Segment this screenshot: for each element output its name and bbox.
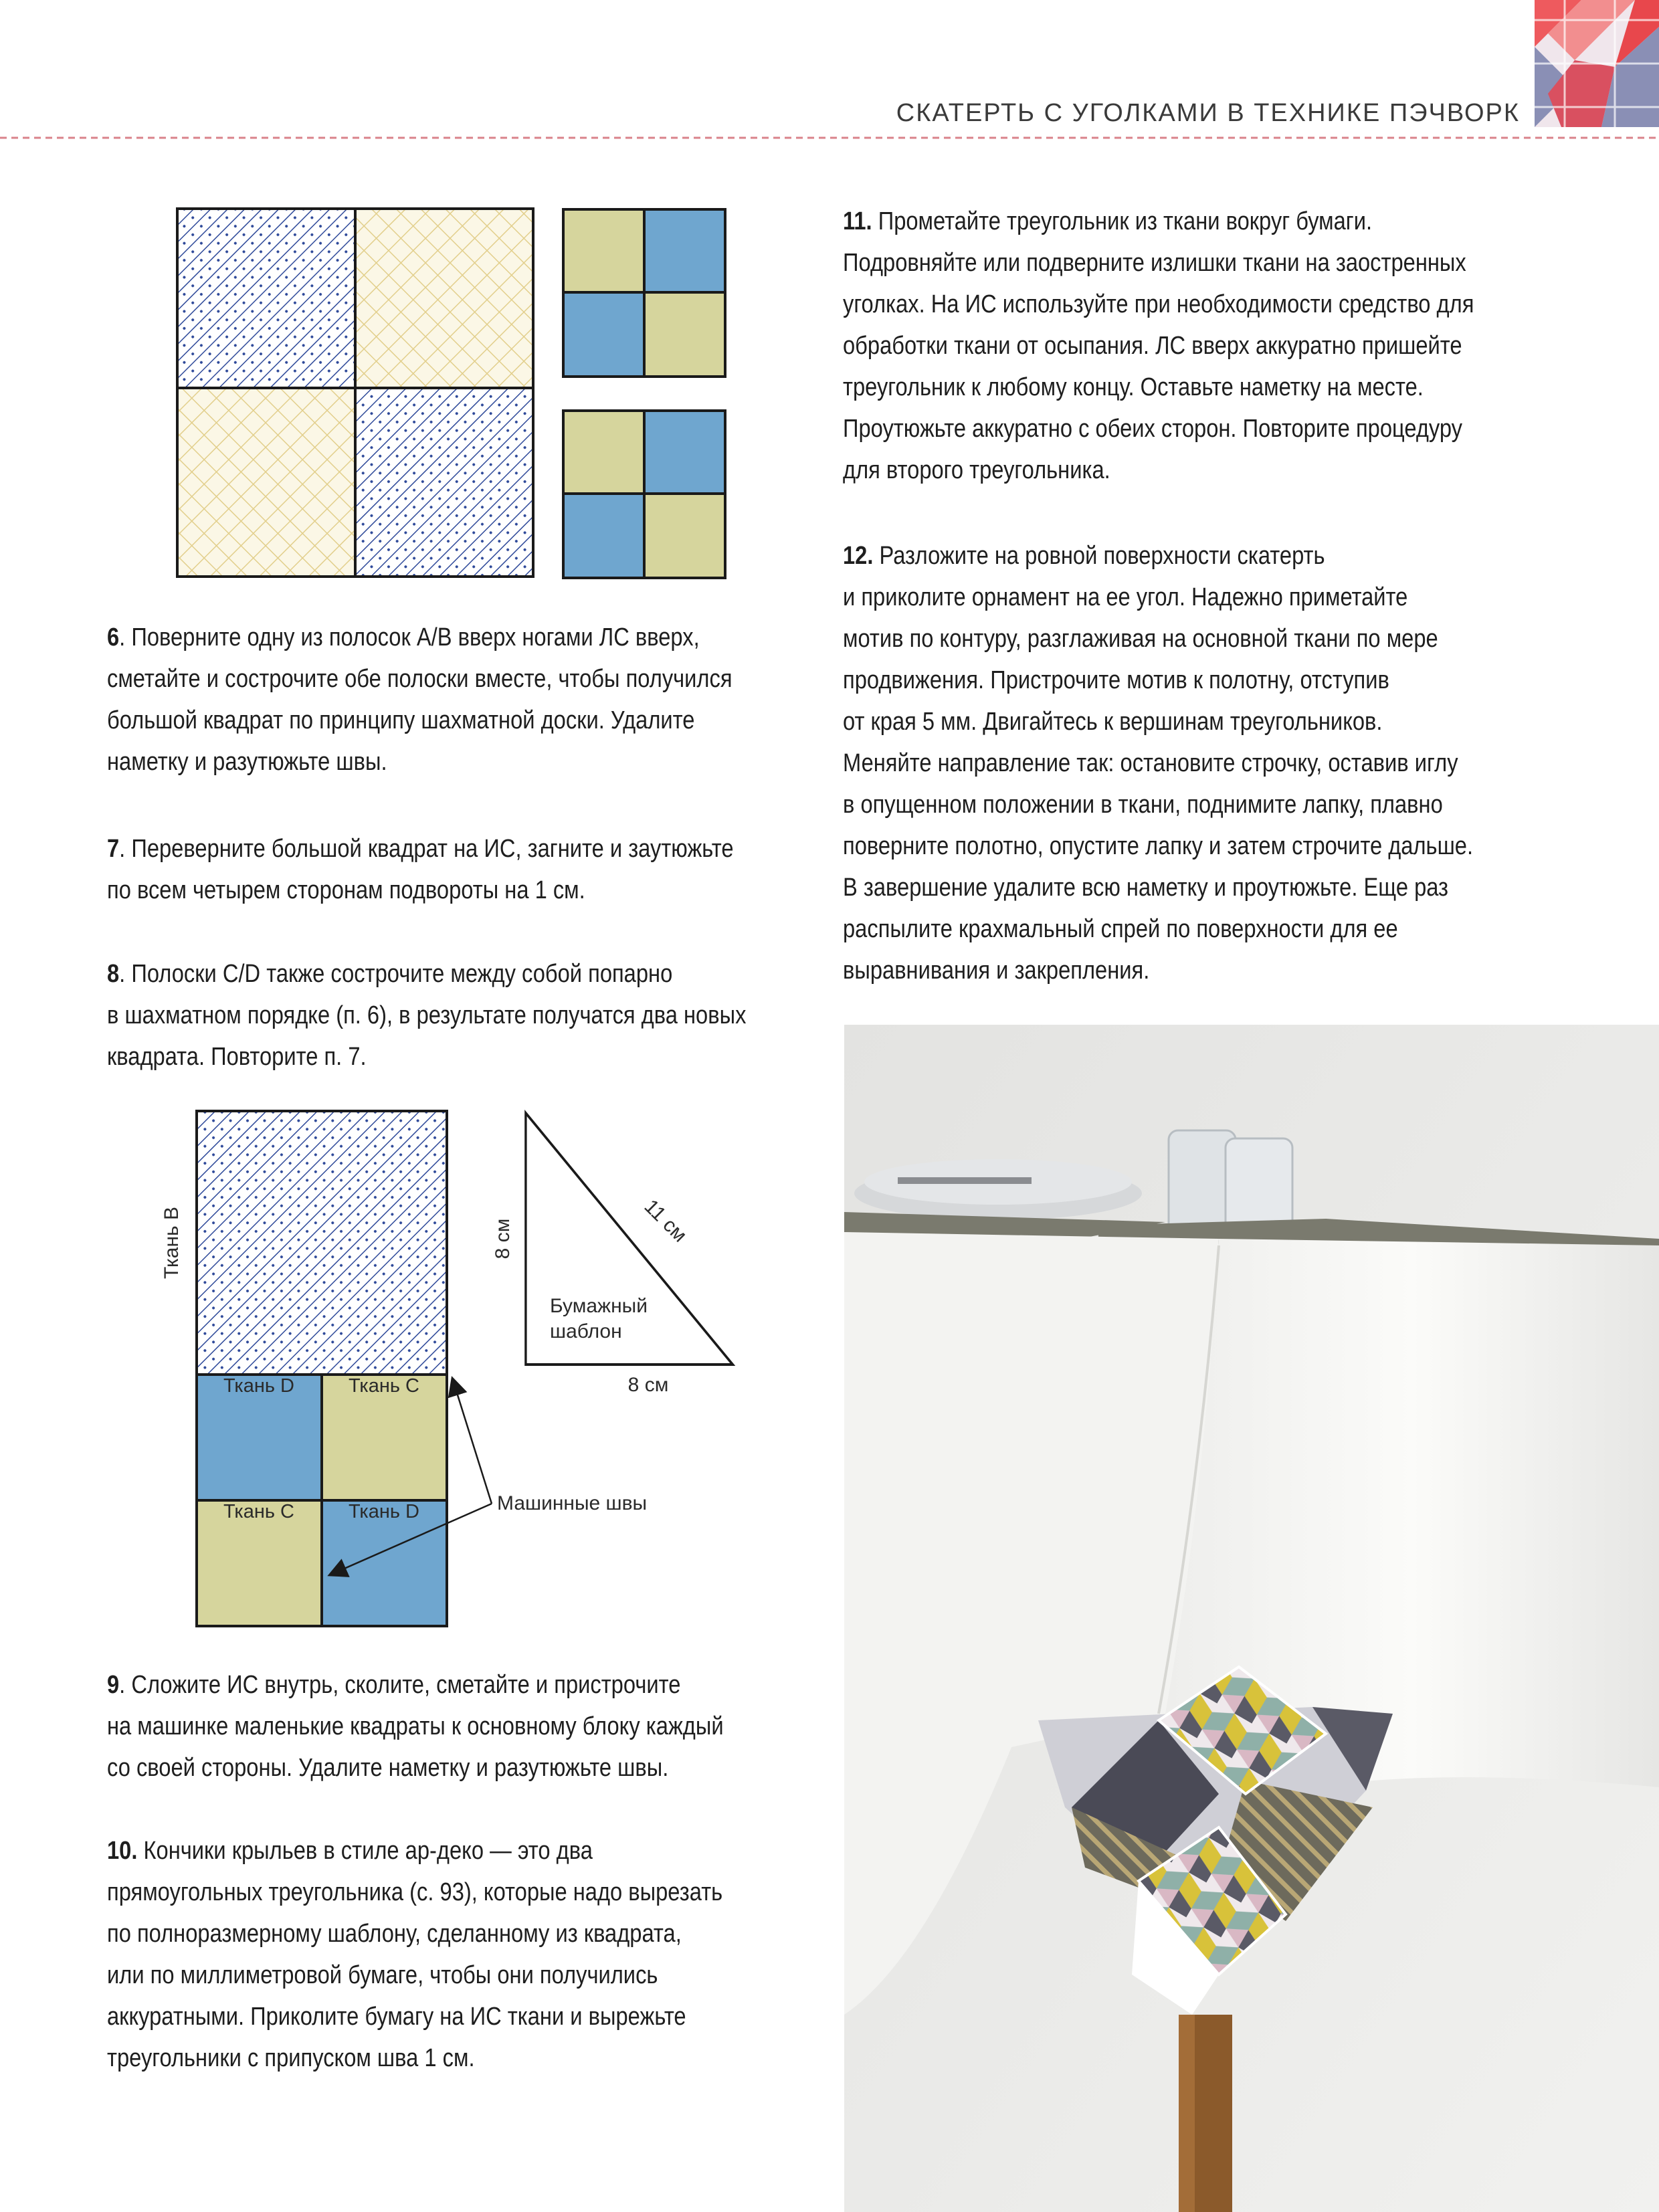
hypotenuse-label: 11 см [640,1195,691,1247]
step-text: Поверните одну из полосок A/B вверх ногами ЛС вверх, сметайте и сострочите обе полоски вместе, чтобы получился большой квадрат по принципу шахматной доски. Удалите наметку и разутюжьте швы. [107,623,733,776]
step-text: Полоски C/D также сострочите между собой попарно в шахматном порядке (п. 6), в результате получатся два новых квадрата. Повторите п. 7. [107,960,747,1071]
step-8: 8. Полоски C/D также сострочите между собой попарно в шахматном порядке (п. 6), в результате получатся два новых квадрата. Повторите п. 7. [107,960,747,1071]
big-square-cell-d [355,388,533,577]
step-number: 12. [843,542,874,570]
step-text: Разложите на ровной поверхности скатерть и приколите орнамент на ее угол. Надежно приметайте мотив по контуру, разглаживая на основной ткани по мере продвижения. Пристрочите мотив к полотну, отступив от края 5 мм. Двигайтесь к вершинам треугольников. Меняйте направление так: остановите строчку, оставив иглу в опущенном положении в ткани, поднимите лапку, плавно поверните полотно, опустите лапку и затем строчите дальше. В завершение удалите всю наметку и проутюжьте. Еще раз распылите крахмальный спрей по поверхности для ее выравнивания и закрепления. [843,542,1474,985]
seam-arrow-1 [452,1378,492,1504]
step-12 [843,535,1527,991]
leg-horizontal-label: 8 см [627,1374,669,1396]
step-11 [843,201,1527,491]
big-square-cell-c [177,388,355,577]
step-text: Сложите ИС внутрь, сколите, сметайте и пристрочите на машинке маленькие квадраты к основному блоку каждый со своей стороны. Удалите наметку и разутюжьте швы. [107,1671,724,1782]
step-number: 11. [843,207,872,235]
step-number: 6 [107,623,120,651]
cell-label: Ткань D [223,1375,295,1397]
big-square-cell-b [355,209,533,388]
step-number: 7 [107,835,120,863]
step-number: 8 [107,960,120,988]
corner-fabric-swatch [1535,0,1659,127]
checkerboard-block-diagram [167,201,736,582]
step-6: 6. Поверните одну из полосок A/B вверх ногами ЛС вверх, сметайте и сострочите обе полоски вместе, чтобы получился большой квадрат по принципу шахматной доски. Удалите наметку и разутюжьте швы. [107,623,733,776]
tablecloth-photo [844,1025,1659,2212]
step-text: Прометайте треугольник из ткани вокруг бумаги. Подровняйте или подверните излишки ткани на заостренных уголках. На ИС используйте при необходимости средство для обработки ткани от осыпания. ЛС вверх аккуратно пришейте треугольник к любому концу. Оставьте наметку на месте. Проутюжьте аккуратно с обеих сторон. Повторите процедуру для второго треугольника. [843,207,1474,484]
template-label-2: шаблон [550,1320,622,1342]
small-block-bottom [563,411,725,578]
step-number: 10. [107,1837,138,1865]
cell-label: Ткань C [348,1375,420,1397]
small-block-top [563,209,725,377]
step-9: 9. Сложите ИС внутрь, сколите, сметайте и пристрочите на машинке маленькие квадраты к основному блоку каждый со своей стороны. Удалите наметку и разутюжьте швы. [107,1671,724,1782]
cell-label: Ткань C [223,1501,295,1522]
step-number: 9 [107,1671,120,1699]
step-7: 7. Переверните большой квадрат на ИС, загните и заутюжьте по всем четырем сторонам подвороты на 1 см. [107,835,734,904]
template-label-1: Бумажный [550,1295,648,1317]
step-text: Переверните большой квадрат на ИС, загните и заутюжьте по всем четырем сторонам подвороты на 1 см. [107,835,734,904]
header-dashed-rule [0,136,1659,139]
leg-vertical-label: 8 см [492,1218,514,1260]
running-title: СКАТЕРТЬ С УГОЛКАМИ В ТЕХНИКЕ ПЭЧВОРК [896,99,1520,127]
machine-seams-label: Машинные швы [497,1492,648,1514]
step-text: Кончики крыльев в стиле ар-деко — это два прямоугольных треугольника (с. 93), которые надо вырезать по полноразмерному шаблону, сделанному из квадрата, или по миллиметровой бумаге, чтобы они получились аккуратными. Приколите бумагу на ИС ткани и вырежьте треугольники с припуском шва 1 см. [107,1837,723,2072]
fabric-b-area [197,1111,447,1375]
fabric-b-label: Ткань В [161,1206,183,1280]
step-10 [107,1830,757,2079]
cell-label: Ткань D [348,1501,420,1522]
fabric-strip-template-diagram [154,1104,691,1632]
big-square-cell-a [177,209,355,388]
